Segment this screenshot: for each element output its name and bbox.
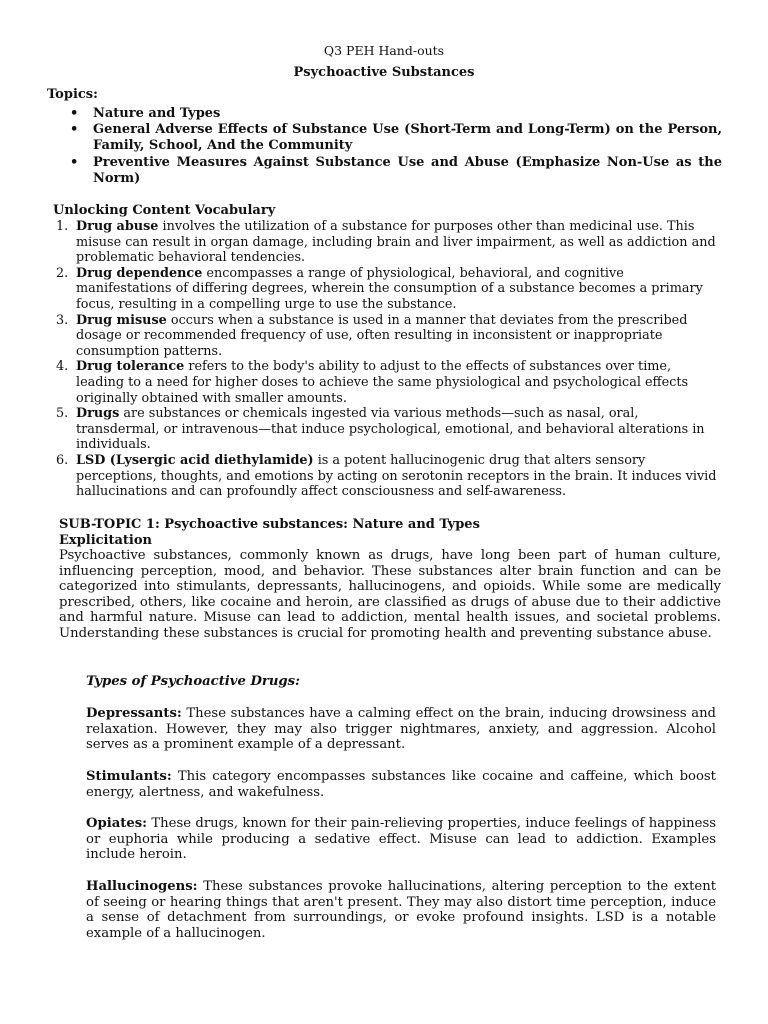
course-header: Q3 PEH Hand-outs [323, 43, 445, 58]
item-number: 4. [56, 359, 69, 375]
vocabulary-term: Drug tolerance [76, 359, 185, 375]
drug-type-term: Opiates: [86, 816, 148, 831]
subtopic-subheading: Explicitation [59, 533, 152, 548]
item-number: 5. [56, 406, 69, 422]
drug-type-stimulants [86, 769, 716, 800]
drug-type-description: These substances provoke hallucinations, altering perception to the extent of seeing or hearing things that aren't present. They may also distort time perception, induce a sense of detachment from surroundings, or evoke profound insights. LSD is a notable example of a hallucinogen. [86, 879, 716, 941]
drug-type-term: Depressants: [86, 706, 182, 721]
vocabulary-term: Drug misuse [76, 312, 167, 328]
types-title: Types of Psychoactive Drugs: [86, 674, 300, 689]
explicitation-paragraph: Psychoactive substances, commonly known as drugs, have long been part of human culture, influencing perception, mood, and behavior. These substances alter brain function and can be categorized into stimulants, depressants, hallucinogens, and opioids. While some are medically prescribed, others, like cocaine and heroin, are classified as drugs of abuse due to their addictive and harmful nature. Misuse can lead to addiction, mental health issues, and societal problems. Understanding these substances is crucial for promoting health and preventing substance abuse. [59, 548, 721, 641]
vocabulary-definition: encompasses a range of physiological, behavioral, and cognitive manifestations of differing degrees, wherein the consumption of a substance becomes a primary focus, resulting in a compelling urge to use the substance. [76, 265, 703, 312]
vocabulary-definition: are substances or chemicals ingested via various methods—such as nasal, oral, transdermal, or intravenous—that induce psychological, emotional, and behavioral alterations in individuals. [76, 406, 705, 453]
vocabulary-item [56, 359, 722, 406]
vocabulary-item [56, 453, 722, 500]
topics-list [70, 106, 722, 187]
vocabulary-definition: involves the utilization of a substance for purposes other than medicinal use. This misuse can result in organ damage, including brain and liver impairment, as well as addiction and problematic behavioral tendencies. [76, 219, 716, 266]
vocabulary-term: Drug dependence [76, 265, 203, 281]
drug-type-description: This category encompasses substances like cocaine and caffeine, which boost energy, alertness, and wakefulness. [86, 769, 716, 800]
vocabulary-item [56, 219, 722, 266]
drug-type-opiates [86, 816, 716, 863]
vocabulary-list [56, 219, 722, 500]
vocabulary-definition: refers to the body's ability to adjust to the effects of substances over time, leading to a need for higher doses to achieve the same physiological and psychological effects originally obtained with smaller amounts. [76, 359, 689, 406]
vocabulary-definition: is a potent hallucinogenic drug that alters sensory perceptions, thoughts, and emotions by acting on serotonin receptors in the brain. It induces vivid hallucinations and can profoundly affect consciousness and self-awareness. [76, 452, 717, 500]
drug-type-depressants [86, 706, 716, 753]
item-number: 1. [56, 219, 69, 234]
vocabulary-term: LSD (Lysergic acid diethylamide) [76, 452, 314, 468]
subtopic-heading: SUB-TOPIC 1: Psychoactive substances: Nature and Types [59, 517, 480, 532]
vocabulary-item [56, 313, 722, 360]
vocabulary-item [56, 266, 722, 313]
drug-type-term: Stimulants: [86, 769, 172, 784]
topic-item: • Preventive Measures Against Substance Use and Abuse (Emphasize Non-Use as the Norm) [70, 155, 722, 187]
vocabulary-item [56, 406, 722, 453]
drug-type-description: These substances have a calming effect on the brain, inducing drowsiness and relaxation. However, they may also trigger nightmares, anxiety, and aggression. Alcohol serves as a prominent example of a depressant. [86, 706, 716, 753]
topic-item: • General Adverse Effects of Substance Use (Short-Term and Long-Term) on the Person, Family, School, And the Community [70, 122, 722, 154]
drug-type-description: These drugs, known for their pain-relieving properties, induce feelings of happiness or euphoria while producing a sedative effect. Misuse can lead to addiction. Examples include heroin. [86, 816, 716, 863]
drug-type-hallucinogens [86, 879, 716, 941]
item-number: 6. [56, 452, 69, 468]
vocabulary-term: Drugs [76, 406, 120, 422]
vocabulary-title: Unlocking Content Vocabulary [53, 203, 276, 218]
item-number: 2. [56, 265, 69, 281]
item-number: 3. [56, 312, 69, 328]
topic-item: • Nature and Types [70, 106, 722, 122]
vocabulary-term: Drug abuse [76, 219, 159, 234]
topics-label: Topics: [47, 87, 98, 102]
vocabulary-definition: occurs when a substance is used in a manner that deviates from the prescribed dosage or recommended frequency of use, often resulting in inconsistent or inappropriate consumption patterns. [76, 312, 688, 359]
subtopic-heading-block [59, 517, 480, 549]
drug-type-term: Hallucinogens: [86, 879, 198, 894]
page-title: Psychoactive Substances [293, 65, 475, 80]
